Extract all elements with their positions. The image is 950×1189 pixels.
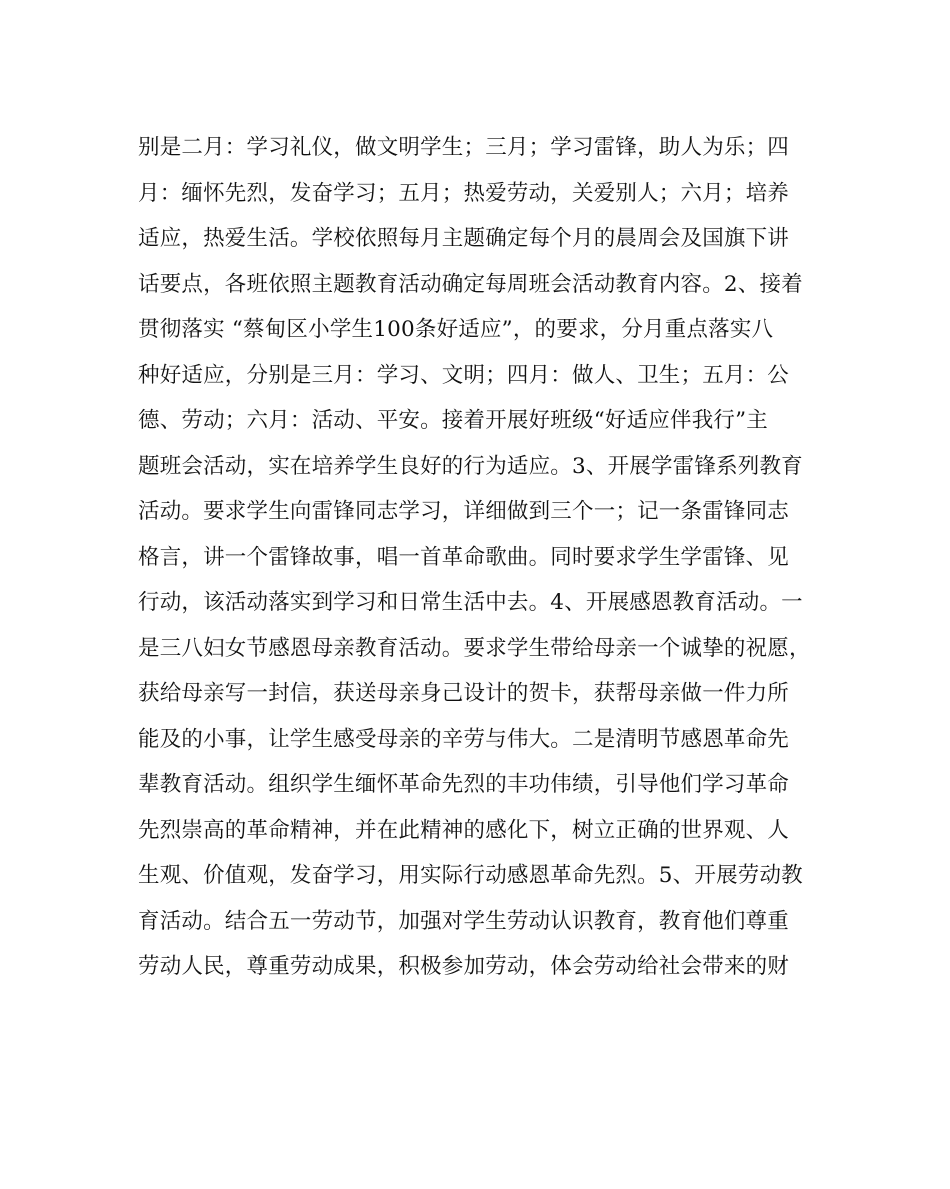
text-line: 生观、价值观，发奋学习，用实际行动感恩革命先烈。5、开展劳动教 <box>138 863 803 888</box>
text-line: 月：缅怀先烈，发奋学习；五月；热爱劳动，关爱别人；六月；培养 <box>138 180 790 206</box>
text-line: 题班会活动，实在培养学生良好的行为适应。3、开展学雷锋系列教育 <box>138 453 803 479</box>
text-line: 是三八妇女节感恩母亲教育活动。要求学生带给母亲一个诚挚的祝愿， <box>138 635 811 661</box>
text-line: 先烈崇高的革命精神，并在此精神的感化下，树立正确的世界观、人 <box>138 817 790 843</box>
text-line: 行动，该活动落实到学习和日常生活中去。4、开展感恩教育活动。一 <box>138 590 803 615</box>
text-line: 劳动人民，尊重劳动成果，积极参加劳动，体会劳动给社会带来的财 <box>138 954 790 979</box>
text-line: 格言，讲一个雷锋故事，唱一首革命歌曲。同时要求学生学雷锋、见 <box>138 544 790 570</box>
text-line: 德、劳动；六月：活动、平安。接着开展好班级“好适应伴我行”主 <box>138 408 768 433</box>
text-line: 适应，热爱生活。学校依照每月主题确定每个月的晨周会及国旗下讲 <box>138 226 790 251</box>
text-line: 种好适应，分别是三月：学习、文明；四月：做人、卫生；五月：公 <box>138 362 790 388</box>
text-line: 贯彻落实 “蔡甸区小学生100条好适应”，的要求，分月重点落实八 <box>138 317 774 342</box>
body-paragraph <box>138 125 828 990</box>
text-line: 获给母亲写一封信，获送母亲身己设计的贺卡，获帮母亲做一件力所 <box>138 681 790 706</box>
text-line: 能及的小事，让学生感受母亲的辛劳与伟大。二是清明节感恩革命先 <box>138 726 790 752</box>
text-line: 辈教育活动。组织学生缅怀革命先烈的丰功伟绩，引导他们学习革命 <box>138 772 790 797</box>
text-line: 别是二月：学习礼仪，做文明学生；三月；学习雷锋，助人为乐；四 <box>138 135 790 160</box>
text-line: 话要点，各班依照主题教育活动确定每周班会活动教育内容。2、接着 <box>138 271 803 297</box>
text-line: 育活动。结合五一劳动节，加强对学生劳动认识教育，教育他们尊重 <box>138 908 790 934</box>
text-line: 活动。要求学生向雷锋同志学习，详细做到三个一；记一条雷锋同志 <box>138 499 790 524</box>
